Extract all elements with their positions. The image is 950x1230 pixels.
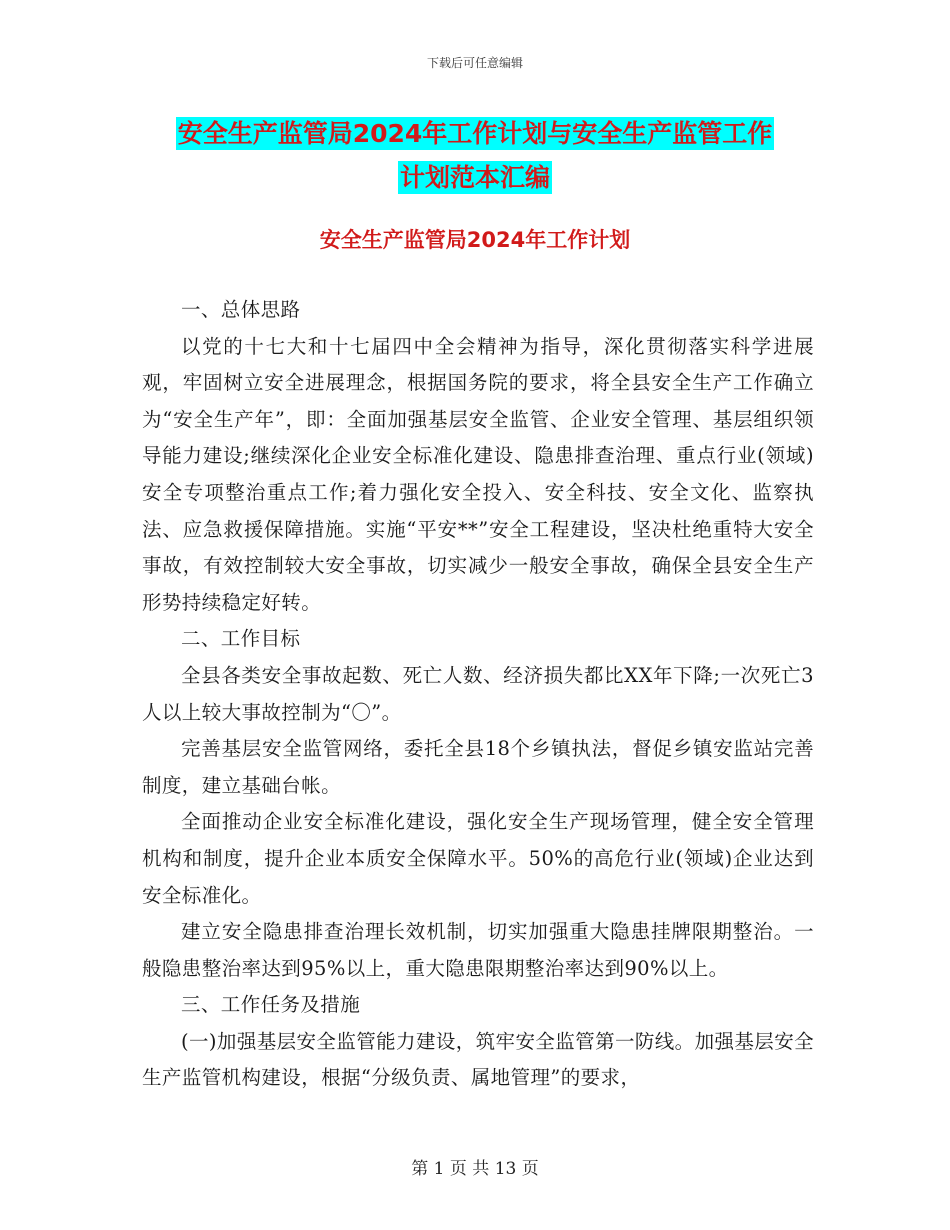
paragraph-goal-1: 全县各类安全事故起数、死亡人数、经济损失都比XX年下降;一次死亡3人以上较大事故控制为“〇”。 [142,663,814,724]
paragraph-overall-idea: 以党的十七大和十七届四中全会精神为指导，深化贯彻落实科学进展观，牢固树立安全进展理念，根据国务院的要求，将全县安全生产工作确立为“安全生产年”，即：全面加强基层安全监管、企业安全管理、基层组织领导能力建设;继续深化企业安全标准化建设、隐患排查治理、重点行业(领域)安全专项整治重点工作;着力强化安全投入、安全科技、安全文化、监察执法、应急救援保障措施。实施“平安**”安全工程建设，坚决杜绝重特大安全事故，有效控制较大安全事故，切实减少一般安全事故，确保全县安全生产形势持续稳定好转。 [142,334,814,614]
heading-work-goals: 二、工作目标 [181,627,301,651]
heading-overall-idea: 一、总体思路 [181,298,301,321]
paragraph-task-1: (一)加强基层安全监管能力建设，筑牢安全监管第一防线。加强基层安全生产监管机构建设，根据“分级负责、属地管理”的要求， [142,1029,814,1090]
document-title-line-2 [0,158,950,194]
header-note: 下载后可任意编辑 [426,56,523,70]
document-title-line-1 [0,114,950,150]
section-title: 安全生产监管局2024年工作计划 [319,228,631,252]
title-highlight-2: 计划范本汇编 [399,163,550,192]
heading-tasks-measures: 三、工作任务及措施 [181,993,361,1017]
paragraph-goal-4: 建立安全隐患排查治理长效机制，切实加强重大隐患挂牌限期整治。一般隐患整治率达到95%以上，重大隐患限期整治率达到90%以上。 [142,920,814,980]
page-number: 第 1 页 共 13 页 [411,1159,539,1179]
paragraph-goal-2: 完善基层安全监管网络，委托全县18个乡镇执法，督促乡镇安监站完善制度，建立基础台帐。 [142,737,814,797]
title-highlight-1: 安全生产监管局2024年工作计划与安全生产监管工作 [177,119,773,148]
paragraph-goal-3: 全面推动企业安全标准化建设，强化安全生产现场管理，健全安全管理机构和制度，提升企业本质安全保障水平。50%的高危行业(领域)企业达到安全标准化。 [142,810,814,907]
document-body [142,292,814,1097]
